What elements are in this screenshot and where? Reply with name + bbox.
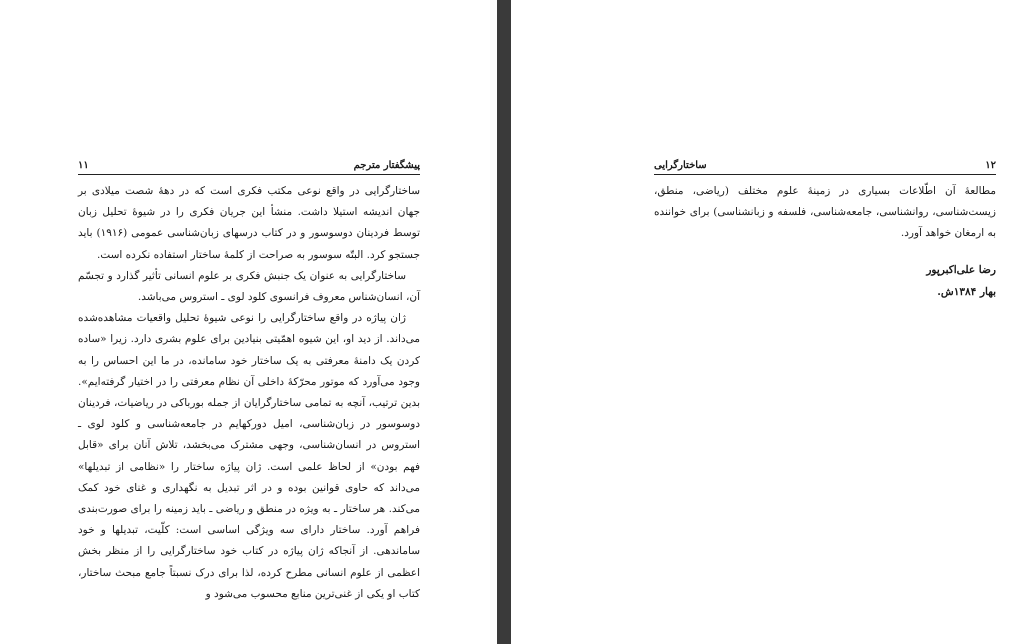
left-page-body (78, 181, 420, 605)
running-title: پیشگفتار مترجم (353, 160, 420, 171)
right-page-body (654, 181, 996, 245)
paragraph: ساختارگرایی به عنوان یک جنبش فکری بر علوم انسانی تأثیر گذارد و تجسّم آن، انسان‌شناس معروف فرانسوی کلود لوی ـ استروس می‌باشد. (78, 269, 420, 304)
page-number: ۱۱ (78, 160, 89, 171)
right-page-header (654, 154, 996, 175)
paragraph: مطالعهٔ آن اطّلاعات بسیاری در زمینهٔ علوم مختلف (ریاضی، منطق، زیست‌شناسی، روانشناسی، جامعه‌شناسی، فلسفه و زبانشناسی) برای خواننده به ارمغان خواهد آورد. (654, 185, 996, 240)
page-number: ۱۲ (985, 160, 996, 171)
left-page-header (78, 154, 420, 175)
paragraph: ژان پیاژه در واقع ساختارگرایی را نوعی شیوهٔ تحلیل واقعیات مشاهده‌شده می‌داند. از دید او، این شیوه اهمّیتی بنیادین برای علوم بشری دارد. زیرا «ساده کردن یک دامنهٔ معرفتی به یک ساختار خود سامانده، در ما این احساس را به وجود می‌آورد که موتور محرّکهٔ داخلی آن نظام معرفتی را در اختیار گرفته‌ایم». بدین ترتیب، آنچه به تمامی ساختارگرایان از جمله بورباکی در ریاضیات، فردینان دوسوسور در زبان‌شناسی، امیل دورکهایم در جامعه‌شناسی و کلود لوی ـ استروس در انسان‌شناسی، وجهی مشترک می‌بخشد، تلاش آنان برای «قابل فهم بودن» از لحاظ علمی است. ژان پیاژه ساختار را «نظامی از تبدیلها» می‌داند که حاوی قوانین بوده و در اثر تبدیل به نگهداری و غنای خود کمک می‌کند. هر ساختار ـ به ویژه در منطق و ریاضی ـ باید زمینه را برای صورت‌بندی فراهم آورد. ساختار دارای سه ویژگی اساسی است: کلّیت، تبدیلها و خود ساماندهی. از آنجاکه ژان پیاژه در کتاب خود ساختارگرایی را از منظر بخش اعظمی از علوم انسانی مطرح کرده، لذا برای درک نسبتاً جامع مبحث ساختار، کتاب او یکی از غنی‌ترین منابع محسوب می‌شود و (78, 312, 420, 600)
running-title: ساختارگرایی (654, 160, 707, 171)
left-page (0, 0, 497, 644)
book-spine (497, 0, 511, 644)
paragraph: ساختارگرایی در واقع نوعی مکتب فکری است که در دههٔ شصت میلادی بر جهان اندیشه استیلا داشت. منشأ این جریان فکری را در شیوهٔ تحلیل زبان توسط فردینان دوسوسور و در کتاب درسهای زبان‌شناسی عمومی (۱۹۱۶) باید جستجو کرد. البتّه سوسور به صراحت از کلمهٔ ساختار استفاده نکرده است. (78, 185, 420, 261)
translator-name: رضا علی‌اکبرپور (926, 264, 996, 276)
signature-date: بهار ۱۳۸۴ش. (937, 286, 996, 298)
right-page (511, 0, 1024, 644)
